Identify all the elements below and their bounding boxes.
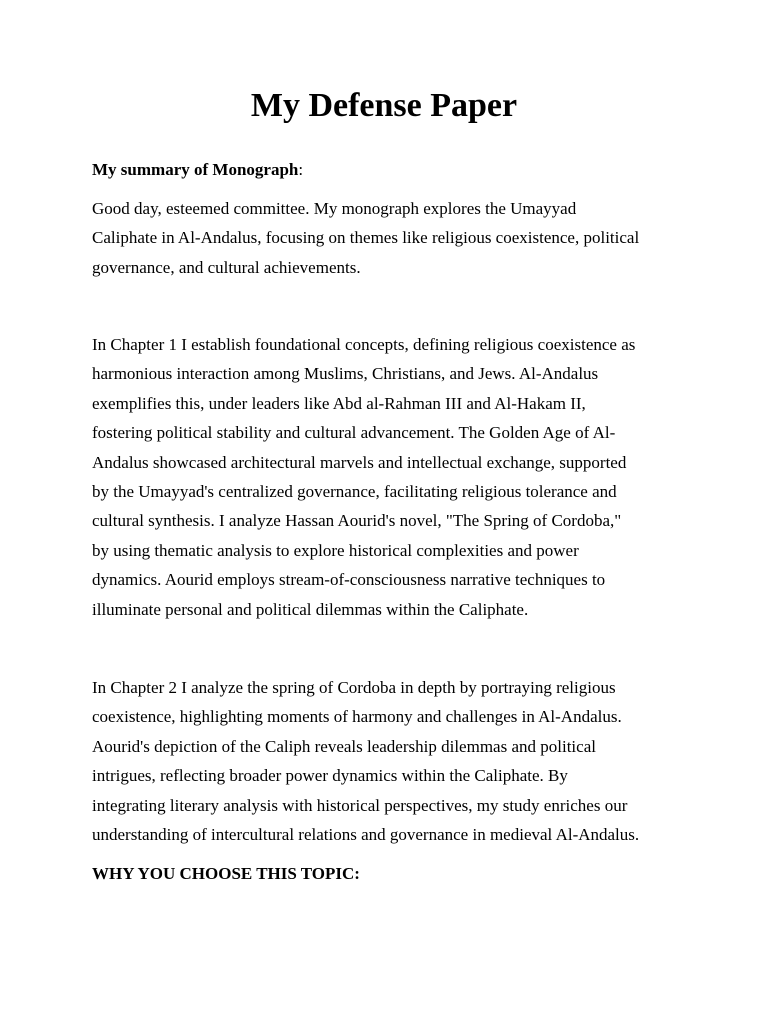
paragraph-line: fostering political stability and cultural advancement. The Golden Age of Al- bbox=[92, 423, 616, 443]
paragraph-line: intrigues, reflecting broader power dynamics within the Caliphate. By bbox=[92, 766, 568, 786]
paragraph-line: governance, and cultural achievements. bbox=[92, 257, 361, 277]
paragraph-line: Andalus showcased architectural marvels and intellectual exchange, supported bbox=[92, 452, 627, 472]
why-topic-heading bbox=[92, 862, 692, 886]
paragraph-line: harmonious interaction among Muslims, Christians, and Jews. Al-Andalus bbox=[92, 364, 599, 384]
paragraph-line: understanding of intercultural relations and governance in medieval Al-Andalus. bbox=[92, 825, 640, 845]
paragraph-line: Good day, esteemed committee. My monograph explores the Umayyad bbox=[92, 199, 577, 218]
intro-paragraph bbox=[92, 194, 692, 282]
paragraph-line: integrating literary analysis with historical perspectives, my study enriches our bbox=[92, 795, 628, 815]
paragraph-line: Caliphate in Al-Andalus, focusing on themes like religious coexistence, political bbox=[92, 228, 640, 248]
paragraph-line: illuminate personal and political dilemmas within the Caliphate. bbox=[92, 599, 529, 619]
chapter-1-paragraph bbox=[92, 330, 692, 624]
paragraph-line: coexistence, highlighting moments of harmony and challenges in Al-Andalus. bbox=[92, 707, 622, 727]
summary-heading bbox=[92, 158, 692, 182]
paragraph-line: Aourid's depiction of the Caliph reveals leadership dilemmas and political bbox=[92, 736, 596, 756]
paragraph-line: dynamics. Aourid employs stream-of-consciousness narrative techniques to bbox=[92, 570, 606, 590]
paragraph-line: by using thematic analysis to explore historical complexities and power bbox=[92, 540, 579, 560]
chapter-2-paragraph bbox=[92, 673, 692, 849]
page-title: My Defense Paper bbox=[250, 87, 518, 124]
paragraph-line: In Chapter 1 I establish foundational concepts, defining religious coexistence as bbox=[92, 335, 636, 354]
paragraph-line: In Chapter 2 I analyze the spring of Cordoba in depth by portraying religious bbox=[92, 678, 616, 697]
summary-heading-suffix: : bbox=[298, 160, 304, 179]
why-topic-heading-label: WHY YOU CHOOSE THIS TOPIC: bbox=[92, 864, 360, 883]
paragraph-line: cultural synthesis. I analyze Hassan Aourid's novel, "The Spring of Cordoba," bbox=[92, 511, 622, 531]
paragraph-line: by the Umayyad's centralized governance, facilitating religious tolerance and bbox=[92, 482, 617, 502]
paragraph-line: exemplifies this, under leaders like Abd al-Rahman III and Al-Hakam II, bbox=[92, 393, 586, 413]
summary-heading-label: My summary of Monograph bbox=[92, 160, 299, 179]
